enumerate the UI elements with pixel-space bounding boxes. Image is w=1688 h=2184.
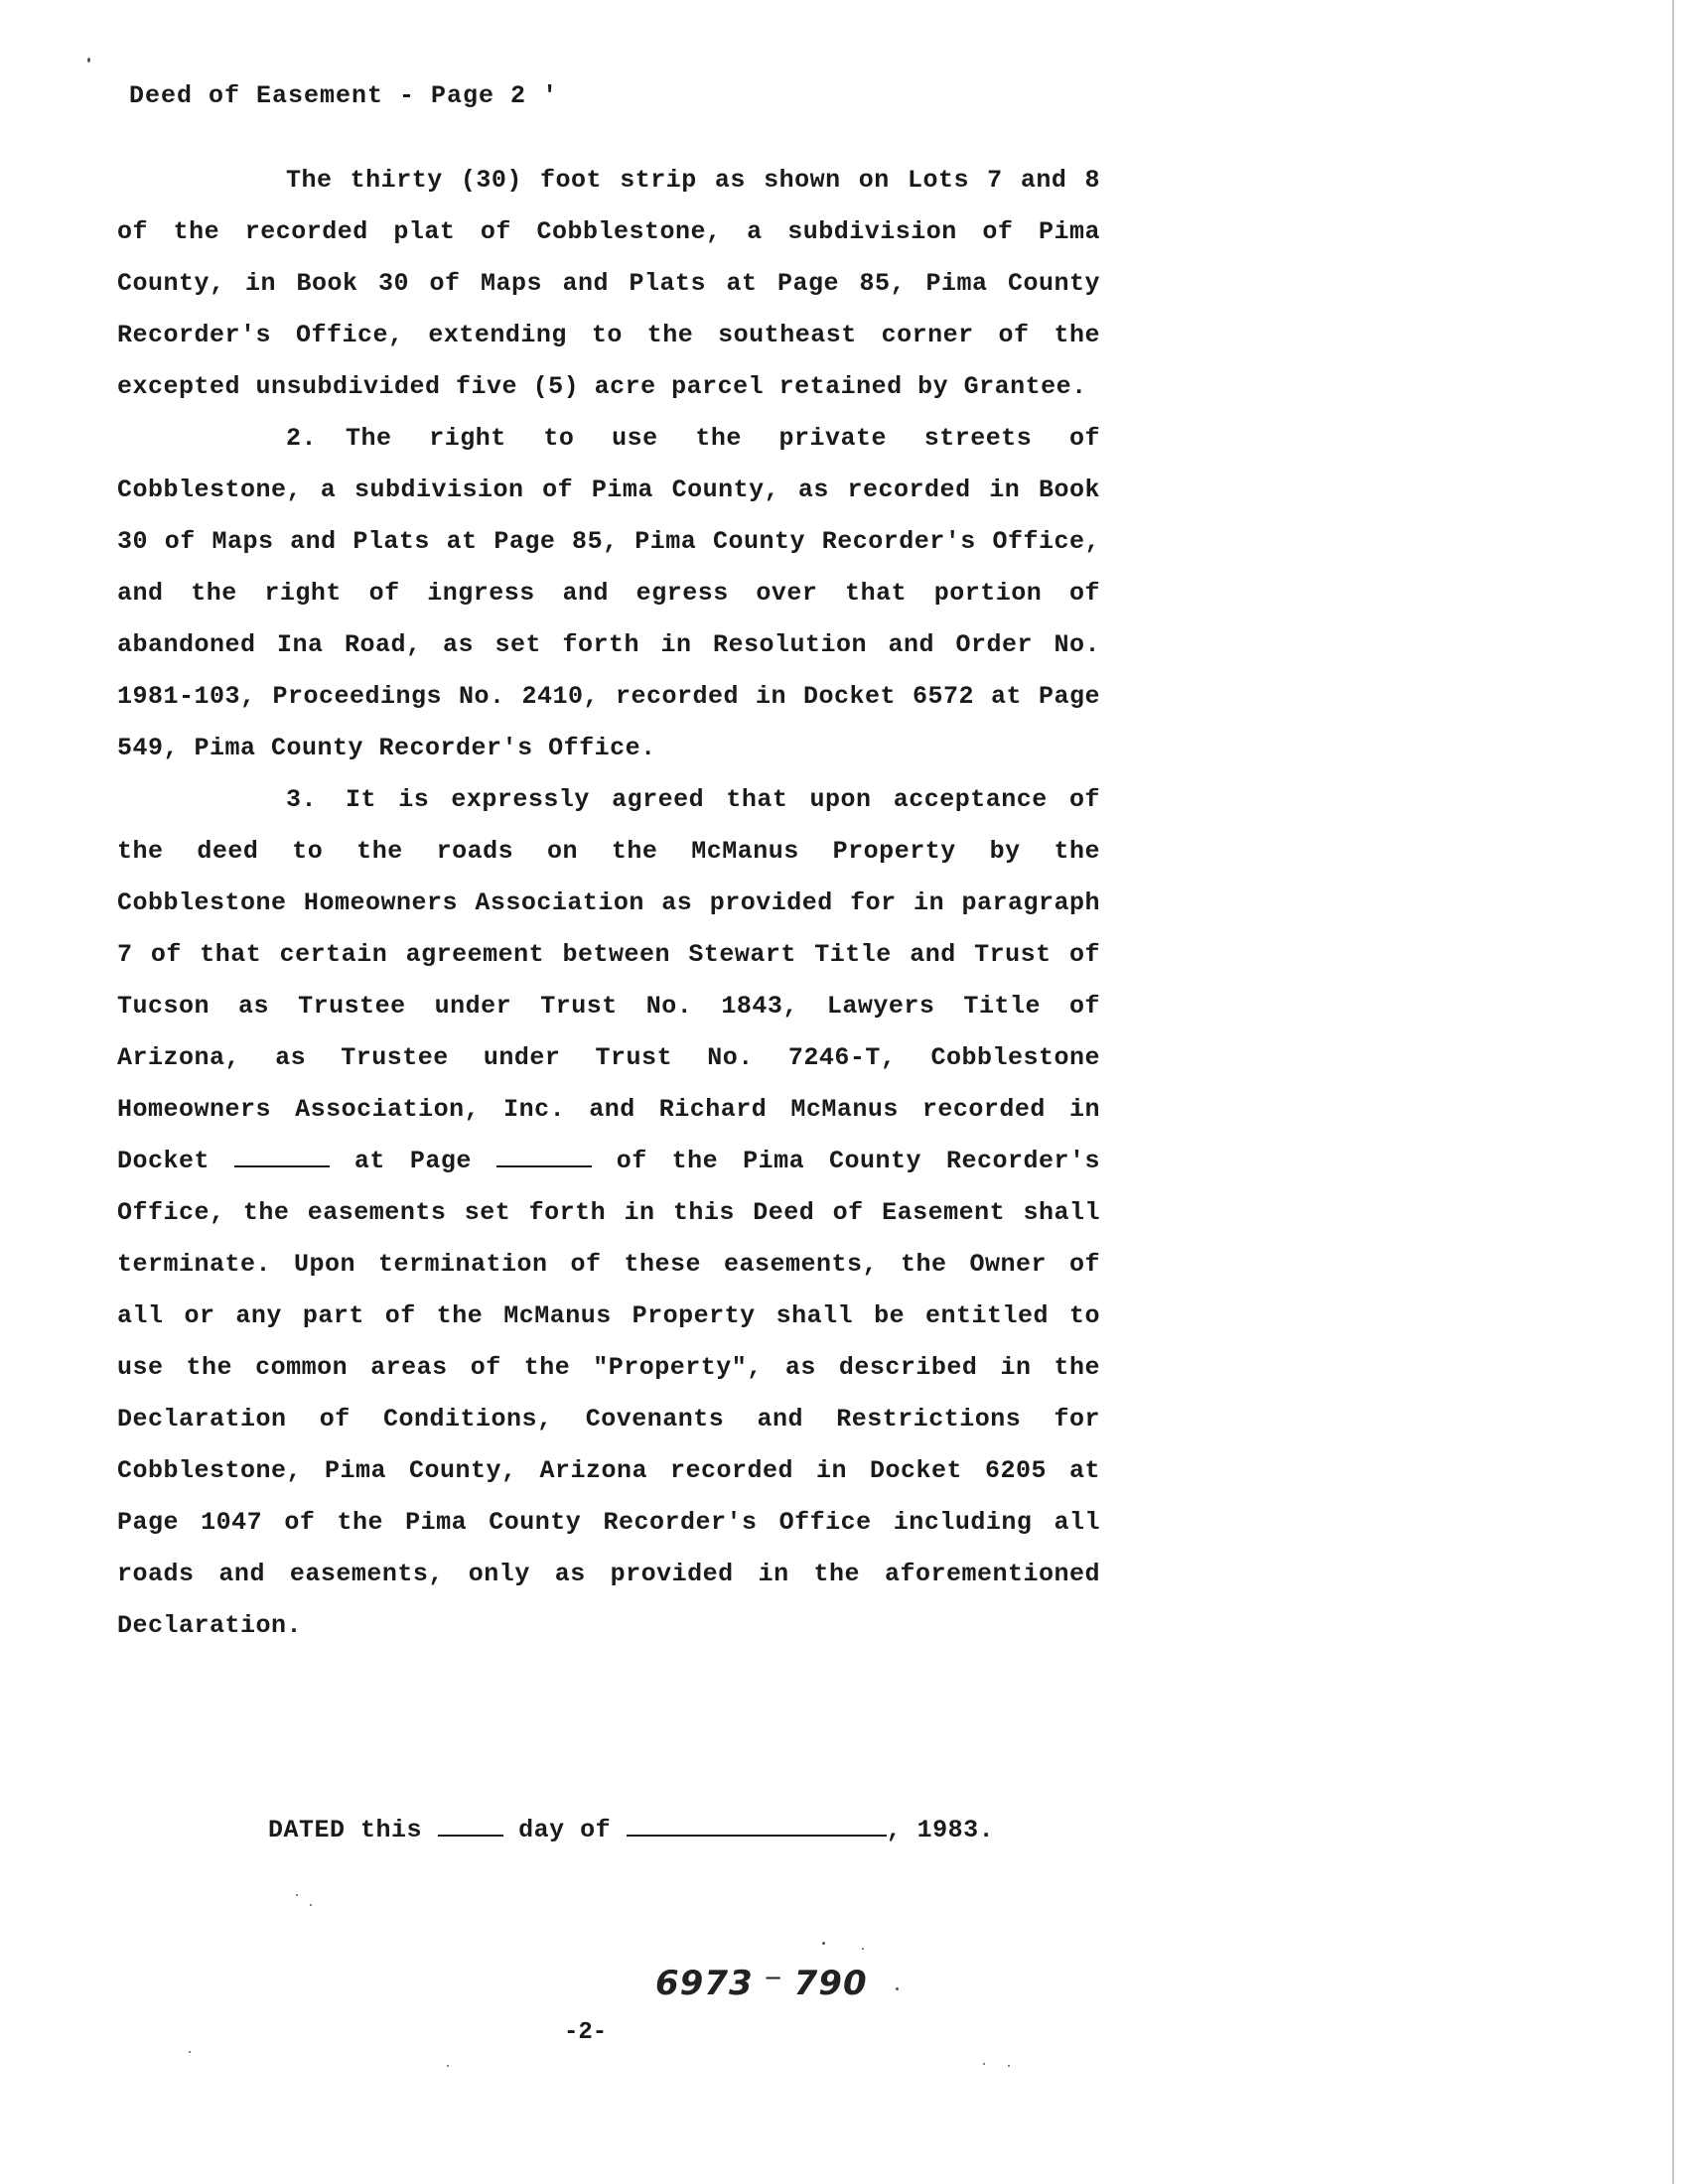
page-header: Deed of Easement - Page 2 ' — [129, 81, 559, 110]
scan-speck — [189, 2051, 191, 2053]
scan-speck — [87, 58, 90, 63]
scan-speck — [447, 2065, 449, 2067]
stamp-separator: — — [765, 1967, 782, 1986]
paragraph-3-text-c: of the Pima County Recorder's Office, the easements set forth in this Deed of Easement shall terminate. Upon termination of these easements, the Owner of all or any part of the McManus Property shall be entitled to use the common areas of the "Property", as described in the Declaration of Conditions, Covenants and Restrictions for Cobblestone, Pima County, Arizona recorded in Docket 6205 at Page 1047 of the Pima County Recorder's Office including all roads and easements, only as provided in the aforementioned Declaration. — [117, 1147, 1100, 1640]
recorder-stamp — [655, 1964, 868, 2003]
page-blank — [496, 1144, 592, 1167]
scan-speck — [822, 1942, 825, 1945]
paragraph-3-number: 3. — [286, 785, 318, 814]
scan-speck — [862, 1948, 864, 1950]
dated-line — [268, 1813, 994, 1844]
scan-edge — [1672, 0, 1674, 2184]
scan-speck — [983, 2063, 985, 2065]
stamp-page: 790 — [793, 1964, 868, 2003]
paragraph-1: The thirty (30) foot strip as shown on Lots 7 and 8 of the recorded plat of Cobblestone, a subdivision of Pima County, in Book 30 of Maps and Plats at Page 85, Pima County Recorder's Office, extending to the southeast corner of the excepted unsubdivided five (5) acre parcel retained by Grantee. — [117, 166, 1100, 401]
scan-speck — [310, 1904, 312, 1906]
page-number: -2- — [564, 2019, 608, 2046]
month-blank — [627, 1813, 887, 1837]
stamp-docket: 6973 — [655, 1964, 754, 2003]
dated-middle: day of — [518, 1816, 612, 1844]
paragraph-2-number: 2. — [286, 424, 318, 453]
document-body — [117, 155, 1100, 1652]
dated-suffix: , 1983. — [886, 1816, 995, 1844]
dated-prefix: DATED this — [268, 1816, 423, 1844]
paragraph-3-text-b: at Page — [353, 1147, 472, 1175]
paragraph-3-text-a: It is expressly agreed that upon acceptance of the deed to the roads on the McManus Property by the Cobblestone Homeowners Association as provided for in paragraph 7 of that certain agreement between Stewart Title and Trust of Tucson as Trustee under Trust No. 1843, Lawyers Title of Arizona, as Trustee under Trust No. 7246-T, Cobblestone Homeowners Association, Inc. and Richard McManus recorded in Docket — [117, 785, 1100, 1175]
paragraph-2-text: The right to use the private streets of Cobblestone, a subdivision of Pima County, as recorded in Book 30 of Maps and Plats at Page 85, Pima County Recorder's Office, and the right of ingress and egress over that portion of abandoned Ina Road, as set forth in Resolution and Order No. 1981-103, Proceedings No. 2410, recorded in Docket 6572 at Page 549, Pima County Recorder's Office. — [117, 424, 1100, 762]
day-blank — [438, 1813, 503, 1837]
scan-speck — [296, 1894, 298, 1896]
docket-blank — [234, 1144, 330, 1167]
paragraph-3 — [117, 774, 1100, 1652]
paragraph-2 — [117, 413, 1100, 774]
scan-speck — [896, 1987, 899, 1990]
scan-speck — [1008, 2065, 1010, 2067]
